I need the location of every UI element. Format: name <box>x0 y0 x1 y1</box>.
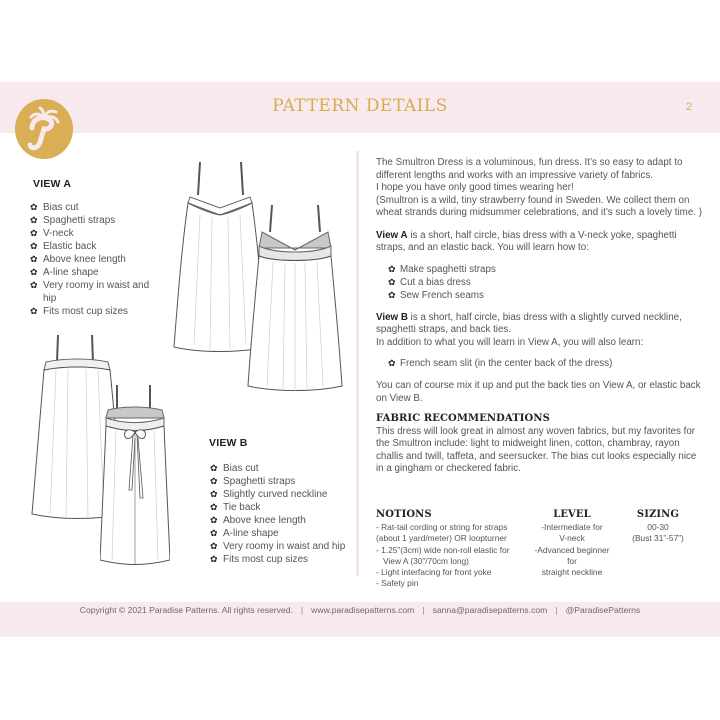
view-a-description: View A is a short, half circle, bias dress with a V-neck yoke, spaghetti straps, and an elastic back. You will learn how to: <box>376 229 677 253</box>
list-item: ✿ Bias cut <box>210 463 259 474</box>
notion-item-cont: View A (30”/70cm long) <box>383 555 469 566</box>
page-title: PATTERN DETAILS <box>272 96 448 116</box>
level-line: -Advanced beginner for <box>534 544 610 566</box>
flower-icon: ✿ <box>388 263 396 274</box>
sizing-line: 00-30 <box>647 522 669 533</box>
flower-icon: ✿ <box>30 202 38 212</box>
copyright-text: Copyright © 2021 Paradise Patterns. All rights reserved. <box>79 605 293 615</box>
view-a-learn-list <box>376 263 706 302</box>
list-item: ✿ Spaghetti straps <box>210 476 296 487</box>
level-line: V-neck <box>559 533 585 544</box>
list-item: ✿ Very roomy in waist and hip <box>210 541 346 552</box>
flower-icon: ✿ <box>210 554 218 564</box>
sizing-heading: SIZING <box>636 509 680 520</box>
list-item: ✿ A-line shape <box>30 267 99 278</box>
footer: Copyright © 2021 Paradise Patterns. All rights reserved. | www.paradisepatterns.com | sanna@paradisepatterns.com | @ParadisePatterns <box>79 605 641 615</box>
flower-icon: ✿ <box>210 489 218 499</box>
sizing-section <box>620 509 696 545</box>
notion-item: - Light interfacing for front yoke <box>376 567 492 578</box>
flower-icon: ✿ <box>210 463 218 473</box>
notion-item-cont: (about 1 yard/meter) OR loopturner <box>376 533 507 544</box>
view-b-description: View B is a short, half circle, bias dress with a slightly curved neckline, spaghetti straps, and back ties. <box>376 311 682 335</box>
list-item: ✿ Tie back <box>210 502 261 513</box>
list-item: ✿ Fits most cup sizes <box>210 554 309 565</box>
page-number: 2 <box>686 101 693 113</box>
intro-text: The Smultron Dress is a voluminous, fun dress. It’s so easy to adapt to different lengths and works with an impressive variety of fabrics. <box>376 157 683 181</box>
list-item: ✿ French seam slit (in the center back of the dress) <box>388 358 613 369</box>
description-column <box>376 157 706 476</box>
dress-view-a-back <box>245 200 345 395</box>
notion-item: - Rat-tail cording or string for straps <box>376 522 508 533</box>
flower-icon: ✿ <box>210 541 218 551</box>
flower-icon: ✿ <box>210 502 218 512</box>
notion-item: - Safety pin <box>376 578 419 589</box>
flower-icon: ✿ <box>388 289 396 300</box>
level-heading: LEVEL <box>553 509 591 520</box>
social-handle[interactable]: @ParadisePatterns <box>565 605 641 615</box>
flower-icon: ✿ <box>30 228 38 238</box>
list-item: ✿ Elastic back <box>30 241 97 252</box>
flower-icon: ✿ <box>388 276 396 287</box>
flower-icon: ✿ <box>30 215 38 225</box>
flower-icon: ✿ <box>30 280 38 290</box>
fabric-heading: FABRIC RECOMMENDATIONS <box>376 413 550 424</box>
level-line: straight neckline <box>541 567 603 578</box>
column-divider <box>356 151 359 576</box>
list-item: ✿ Make spaghetti straps <box>388 263 496 275</box>
view-b-heading: VIEW B <box>209 437 248 449</box>
notion-item: - 1.25”(3cm) wide non-roll elastic for <box>376 544 510 555</box>
notions-section <box>376 509 536 589</box>
fabric-text: This dress will look great in almost any woven fabrics, but my favorites for the Smultron include: light to midweight linen, cotton, chambray, rayon challis and twill, taffeta, and seersucker. The bias cut looks especially nice in a gingham or checkered fabric. <box>376 425 697 474</box>
intro-text: I hope you have only good times wearing her! <box>376 182 574 193</box>
list-item: ✿ Sew French seams <box>388 289 484 301</box>
notions-heading: NOTIONS <box>376 509 432 520</box>
list-item: ✿ Very roomy in waist and hip <box>30 280 150 304</box>
view-b-learn-list <box>376 357 706 370</box>
intro-text: (Smultron is a wild, tiny strawberry found in Sweden. We collect them on wheat strands during midsummer celebrations, and it’s such a lovely time. ) <box>376 194 702 218</box>
list-item: ✿ A-line shape <box>210 528 279 539</box>
email-link[interactable]: sanna@paradisepatterns.com <box>432 605 548 615</box>
view-b-description-2: In addition to what you will learn in View A, you will also learn: <box>376 336 644 348</box>
list-item: ✿ Spaghetti straps <box>30 215 116 226</box>
list-item: ✿ Above knee length <box>210 515 306 526</box>
list-item: ✿ Above knee length <box>30 254 126 265</box>
flower-icon: ✿ <box>210 515 218 525</box>
view-a-heading: VIEW A <box>33 178 72 190</box>
sizing-line: (Bust 31”-57”) <box>632 533 684 544</box>
list-item: ✿ Bias cut <box>30 202 79 213</box>
flower-icon: ✿ <box>388 358 396 368</box>
list-item: ✿ V-neck <box>30 228 74 239</box>
list-item: ✿ Cut a bias dress <box>388 276 471 288</box>
list-item: ✿ Fits most cup sizes <box>30 306 129 317</box>
level-section <box>530 509 614 578</box>
list-item: ✿ Slightly curved neckline <box>210 489 328 500</box>
flower-icon: ✿ <box>30 241 38 251</box>
flower-icon: ✿ <box>210 528 218 538</box>
dress-view-b-back <box>100 380 170 570</box>
flower-icon: ✿ <box>210 476 218 486</box>
website-link[interactable]: www.paradisepatterns.com <box>311 605 415 615</box>
view-b-features <box>210 462 360 566</box>
view-a-features <box>30 201 160 318</box>
flower-icon: ✿ <box>30 306 38 316</box>
flower-icon: ✿ <box>30 267 38 277</box>
mix-text: You can of course mix it up and put the back ties on View A, or elastic back on View B. <box>376 380 701 404</box>
level-line: -Intermediate for <box>541 522 603 533</box>
flower-icon: ✿ <box>30 254 38 264</box>
